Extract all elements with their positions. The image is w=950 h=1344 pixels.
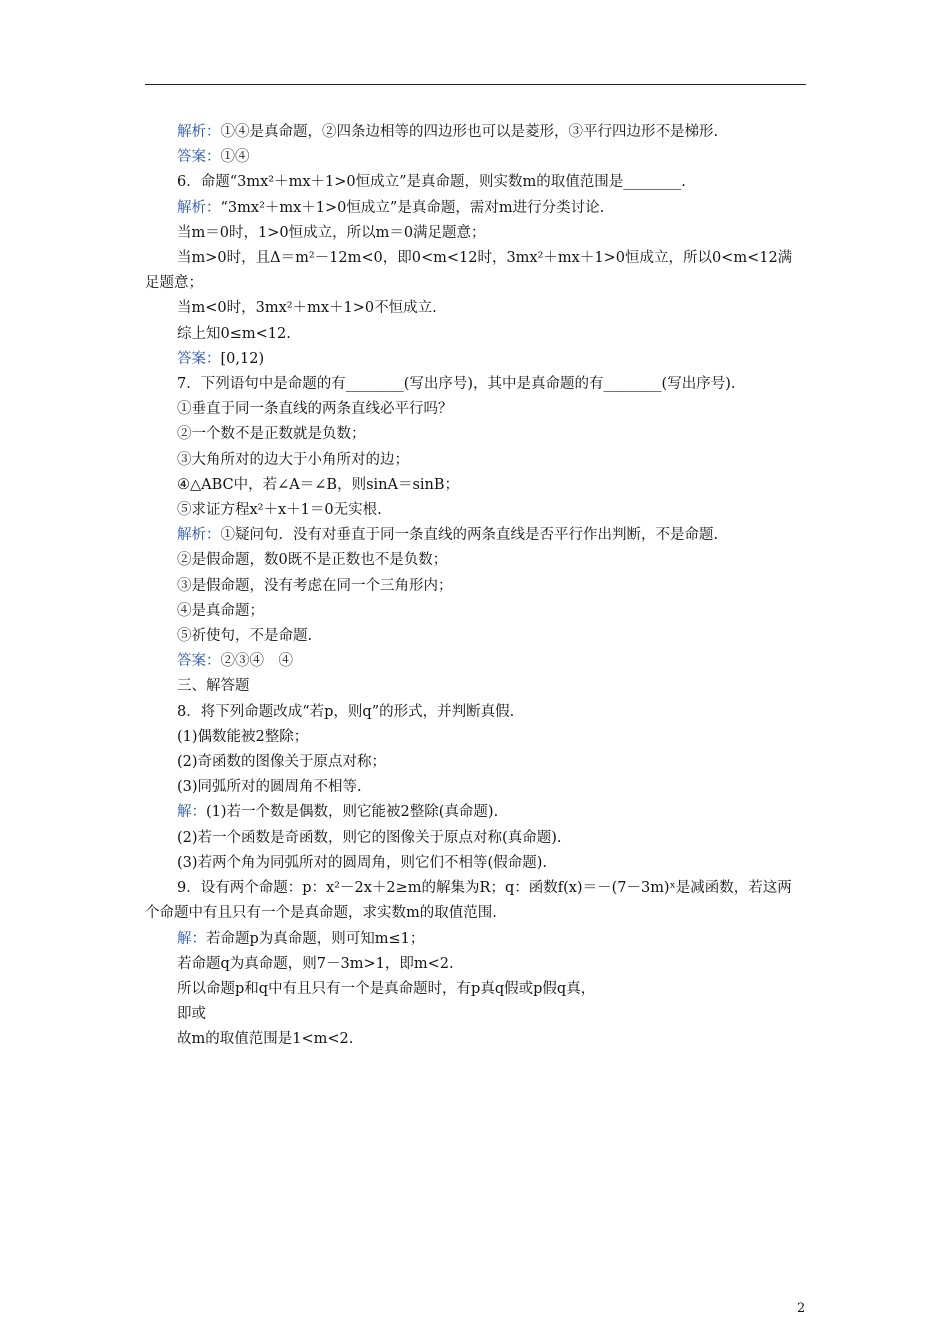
- label-analysis: 解析：: [177, 199, 221, 216]
- text-line: ②是假命题，数0既不是正数也不是负数；: [177, 552, 448, 569]
- page-number: 2: [797, 1301, 806, 1316]
- text-line: 若命题q为真命题，则7－3m>1，即m<2.: [177, 955, 454, 972]
- text-line: 综上知0≤m<12.: [177, 325, 291, 342]
- text-line: 解析：“3mx²＋mx＋1>0恒成立”是真命题，需对m进行分类讨论.: [177, 199, 605, 216]
- label-answer: 答案：: [177, 149, 221, 166]
- text-line: 即或: [177, 1006, 206, 1023]
- question-8: 8．将下列命题改成“若p，则q”的形式，并判断真假.: [177, 703, 515, 720]
- text-line: 所以命题p和q中有且只有一个是真命题时，有p真q假或p假q真，: [177, 980, 596, 997]
- label-solution: 解：: [177, 930, 206, 947]
- text-line: ④是真命题；: [177, 602, 264, 619]
- text-line: 解：若命题p为真命题，则可知m≤1；: [177, 930, 425, 947]
- text-line: ③是假命题，没有考虑在同一个三角形内；: [177, 577, 453, 594]
- text-line: 当m<0时，3mx²＋mx＋1>0不恒成立.: [177, 300, 437, 317]
- text-line: ⑤祈使句，不是命题.: [177, 628, 313, 645]
- label-analysis: 解析：: [177, 124, 221, 140]
- text-line: ⑤求证方程x²＋x＋1＝0无实根.: [177, 502, 382, 519]
- header-rule: [145, 84, 806, 85]
- text-line: 答案：①④: [177, 149, 250, 166]
- text-line: 故m的取值范围是1<m<2.: [177, 1031, 354, 1048]
- text-line: (3)若两个角为同弧所对的圆周角，则它们不相等(假命题).: [177, 854, 547, 871]
- text-line: 解：(1)若一个数是偶数，则它能被2整除(真命题).: [177, 804, 499, 821]
- text-line: 解析：①④是真命题，②四条边相等的四边形也可以是菱形，③平行四边形不是梯形.: [177, 124, 719, 140]
- label-answer: 答案：: [177, 653, 221, 670]
- text-line: ②一个数不是正数就是负数；: [177, 426, 366, 443]
- text-line: 当m＝0时，1>0恒成立，所以m＝0满足题意；: [177, 224, 486, 241]
- question-9: 9．设有两个命题：p：x²－2x＋2≥m的解集为R；q：函数f(x)＝－(7－3m)ˣ是减函数，若这两个命题中有且只有一个是真命题，求实数m的取值范围.: [145, 880, 792, 922]
- text-line: ③大角所对的边大于小角所对的边；: [177, 451, 409, 468]
- text-line: 答案：②③④ ④: [177, 653, 293, 670]
- text-line: (3)同弧所对的圆周角不相等.: [177, 779, 362, 796]
- text-line: (1)偶数能被2整除；: [177, 728, 309, 745]
- label-answer: 答案：: [177, 350, 221, 367]
- label-analysis: 解析：: [177, 527, 221, 544]
- label-solution: 解：: [177, 804, 206, 821]
- text-line: 答案：[0,12): [177, 350, 265, 367]
- document-body: [145, 120, 806, 1053]
- text-line: ①垂直于同一条直线的两条直线必平行吗？: [177, 401, 453, 418]
- text-line: 解析：①疑问句．没有对垂直于同一条直线的两条直线是否平行作出判断，不是命题.: [177, 527, 719, 544]
- text-line: (2)若一个函数是奇函数，则它的图像关于原点对称(真命题).: [177, 829, 562, 846]
- text-line: 当m>0时，且Δ＝m²－12m<0，即0<m<12时，3mx²＋mx＋1>0恒成立，所以0<m<12满足题意；: [145, 250, 793, 292]
- text-line: (2)奇函数的图像关于原点对称；: [177, 754, 387, 771]
- section-heading: 三、解答题: [177, 678, 250, 695]
- question-6: 6．命题“3mx²＋mx＋1>0恒成立”是真命题，则实数m的取值范围是________.: [177, 174, 686, 191]
- question-7: 7．下列语句中是命题的有________(写出序号)，其中是真命题的有________(写出序号).: [177, 376, 736, 393]
- text-line: ④△ABC中，若∠A＝∠B，则sinA＝sinB；: [177, 476, 460, 493]
